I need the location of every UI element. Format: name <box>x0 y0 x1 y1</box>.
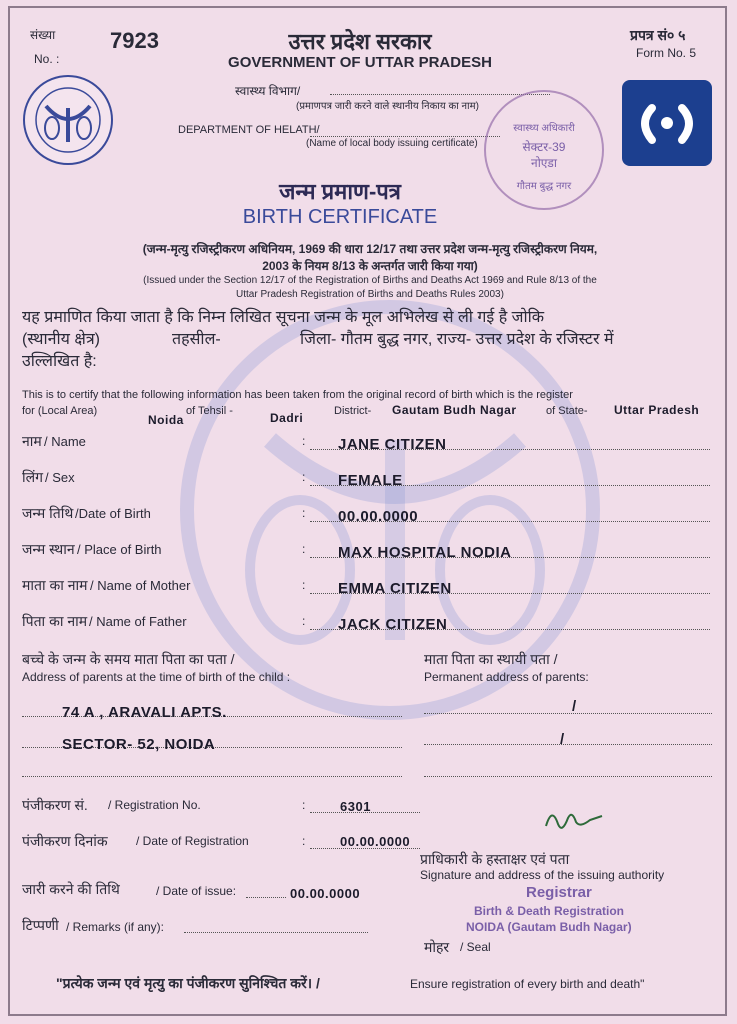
title-en: BIRTH CERTIFICATE <box>242 206 438 228</box>
perm-address-slash2: / <box>560 731 565 748</box>
registrar-stamp-line1: Registrar <box>526 884 592 901</box>
act-hi-line1: (जन्म-मृत्यु रजिस्ट्रीकरण अधिनियम, 1969 की धारा 12/17 तथा उत्तर प्रदेश जन्म-मृत्यु रजिस्ट्रीकरण नियम, <box>142 242 598 256</box>
form-number-hi: प्रपत्र सं० ५ <box>630 27 686 43</box>
dept-hi: स्वास्थ्य विभाग/ <box>235 84 301 98</box>
field-value: JACK CITIZEN <box>338 616 448 633</box>
registrar-stamp-line2: Birth & Death Registration <box>474 904 625 918</box>
field-label-en: / Sex <box>45 470 75 485</box>
remarks-en: / Remarks (if any): <box>66 920 165 934</box>
field-label-en: / Name of Mother <box>90 578 191 593</box>
state-value: Uttar Pradesh <box>614 403 700 417</box>
field-value: JANE CITIZEN <box>338 436 447 453</box>
tehsil-value: Dadri <box>270 411 304 425</box>
reg-date-value: 00.00.0000 <box>340 834 411 849</box>
address-perm-hi: माता पिता का स्थायी पता / <box>424 651 558 667</box>
district-value: Gautam Budh Nagar <box>392 403 517 417</box>
act-hi-line2: 2003 के नियम 8/13 के अन्तर्गत जारी किया गया) <box>262 259 478 273</box>
certify-hi-line1: यह प्रमाणित किया जाता है कि निम्न लिखित सूचना जन्म के मूल अभिलेख से ली गई है जोकि <box>22 309 545 326</box>
remarks-hi: टिप्पणी <box>22 917 59 933</box>
reg-no-value: 6301 <box>340 799 371 814</box>
local-area-value: Noida <box>148 413 184 427</box>
registrar-stamp-line3: NOIDA (Gautam Budh Nagar) <box>466 920 632 934</box>
digital-india-logo <box>622 80 712 166</box>
address-line1: 74 A , ARAVALI APTS. <box>62 704 227 721</box>
serial-label-en: No. : <box>34 52 60 66</box>
certify-hi-line2a: (स्थानीय क्षेत्र) <box>22 331 100 348</box>
issue-date-en: / Date of issue: <box>156 884 237 898</box>
watermark-emblem-figure <box>230 380 560 680</box>
field-value: FEMALE <box>338 472 403 489</box>
field-label-hi: माता का नाम <box>22 577 88 593</box>
up-govt-emblem <box>20 72 116 168</box>
certify-hi-line3: उल्लिखित है: <box>22 353 97 370</box>
seal-en: / Seal <box>460 940 491 954</box>
field-label-hi: जन्म स्थान <box>22 541 75 557</box>
footer-en: Ensure registration of every birth and death" <box>410 977 645 991</box>
reg-no-en: / Registration No. <box>108 798 201 812</box>
stamp-ring: स्वास्थ्य अधिकारी <box>513 123 575 134</box>
field-value: MAX HOSPITAL NODIA <box>338 544 512 561</box>
form-number-en: Form No. 5 <box>636 46 697 60</box>
certify-en-state: of State- <box>546 405 588 417</box>
reg-date-hi: पंजीकरण दिनांक <box>22 833 108 849</box>
serial-label-hi: संख्या <box>30 28 56 42</box>
stamp-line1: सेक्टर-39 <box>522 140 566 154</box>
field-label-en: / Name of Father <box>89 614 187 629</box>
field-label-en: / Name <box>44 434 86 449</box>
stamp-line2: नोएडा <box>531 156 557 170</box>
seal-hi: मोहर <box>424 939 450 955</box>
address-birth-hi: बच्चे के जन्म के समय माता पिता का पता / <box>22 651 235 667</box>
stamp-bottom: गौतम बुद्ध नगर <box>516 181 572 192</box>
certify-en-district: District- <box>334 405 372 417</box>
field-value: 00.00.0000 <box>338 508 419 525</box>
address-perm-en: Permanent address of parents: <box>424 670 589 684</box>
field-label-en: / Place of Birth <box>77 542 162 557</box>
title-hi: जन्म प्रमाण-पत्र <box>279 179 401 204</box>
certify-en-local: for (Local Area) <box>22 405 98 417</box>
field-label-hi: पिता का नाम <box>22 613 88 629</box>
certify-en-tehsil: of Tehsil - <box>186 405 233 417</box>
govt-title-en: GOVERNMENT OF UTTAR PRADESH <box>228 54 492 71</box>
act-en-line2: Uttar Pradesh Registration of Births and Deaths Rules 2003) <box>236 289 504 300</box>
footer-hi: "प्रत्येक जन्म एवं मृत्यु का पंजीकरण सुनिश्चित करें। / <box>56 975 320 991</box>
dept-en-note: (Name of local body issuing certificate) <box>306 138 478 149</box>
certify-en-line1: This is to certify that the following information has been taken from the original record of birth which is the register <box>22 389 573 401</box>
perm-address-slash1: / <box>572 698 577 715</box>
issue-date-hi: जारी करने की तिथि <box>22 881 120 897</box>
certify-hi-line2b: तहसील- <box>172 331 221 348</box>
dept-en: DEPARTMENT OF HELATH/ <box>178 124 320 136</box>
authority-sig-en: Signature and address of the issuing authority <box>420 868 665 882</box>
address-line2: SECTOR- 52, NOIDA <box>62 736 216 753</box>
reg-no-hi: पंजीकरण सं. <box>22 797 88 813</box>
serial-number: 7923 <box>110 28 159 53</box>
dept-hi-note: (प्रमाणपत्र जारी करने वाले स्थानीय निकाय का नाम) <box>296 101 479 112</box>
act-en-line1: (Issued under the Section 12/17 of the Registration of Births and Deaths Act 1969 and Rule 8/13 of the <box>143 275 597 286</box>
address-birth-en: Address of parents at the time of birth of the child : <box>22 670 291 684</box>
field-label-en: /Date of Birth <box>75 506 151 521</box>
field-value: EMMA CITIZEN <box>338 580 452 597</box>
field-label-hi: नाम <box>22 433 42 449</box>
field-label-hi: जन्म तिथि <box>22 505 74 521</box>
authority-sig-hi: प्राधिकारी के हस्ताक्षर एवं पता <box>420 851 570 867</box>
authority-signature <box>540 800 610 840</box>
certify-hi-line2c: जिला- गौतम बुद्ध नगर, राज्य- उत्तर प्रदेश के रजिस्टर में <box>300 331 614 348</box>
reg-date-en: / Date of Registration <box>136 834 249 848</box>
issue-date-value: 00.00.0000 <box>290 886 361 901</box>
field-label-hi: लिंग <box>22 469 43 485</box>
govt-title-hi: उत्तर प्रदेश सरकार <box>288 29 432 54</box>
